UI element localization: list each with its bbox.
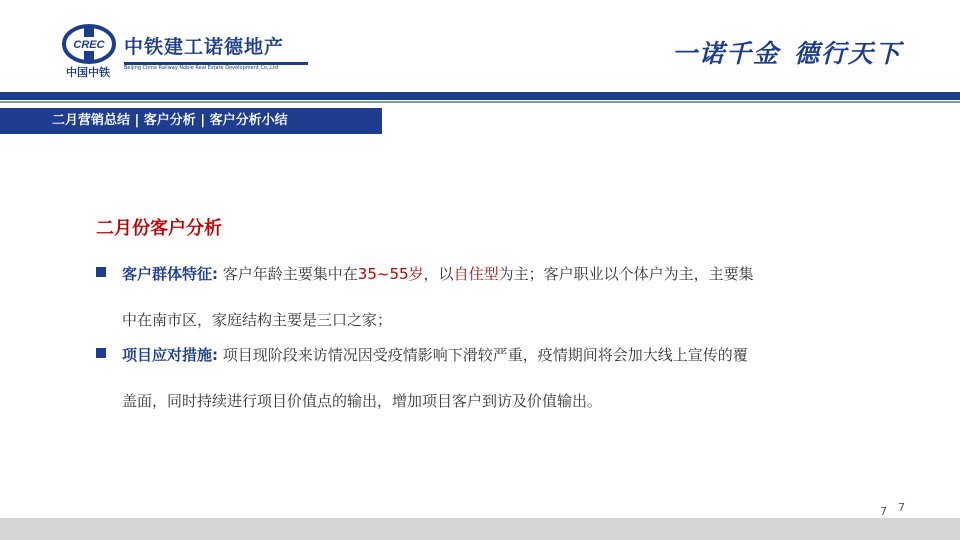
slogan-part-1: 一诺千金 <box>671 39 780 68</box>
logo-small-text: 中国中铁 <box>66 66 110 79</box>
bullet-line-2: 中在南市区，家庭结构主要是三口之家； <box>122 311 393 329</box>
bullet-text: 项目现阶段来访情况因受疫情影响下滑较严重，疫情期间将会加大线上宣传的覆 <box>222 346 748 364</box>
bullet-square-icon <box>96 348 106 358</box>
logo-company-name: 中铁建工诺德地产 <box>124 36 285 58</box>
logo-company-english: Beijing China Railway Noble Real Estate Development Co.,Ltd <box>124 65 279 71</box>
bullet-text: 客户年龄主要集中在 <box>222 265 358 283</box>
page-number: 7 <box>880 505 887 518</box>
bullet-label: 客户群体特征: <box>122 265 218 283</box>
company-logo <box>56 22 316 82</box>
footer-bar <box>0 518 960 540</box>
crec-logo-icon <box>62 24 116 64</box>
slogan-part-2: 德行天下 <box>793 39 902 68</box>
header-divider-line <box>0 101 960 103</box>
page-number-secondary: 7 <box>898 501 905 514</box>
highlight-owner-occupied: 自住型 <box>453 265 499 283</box>
bullet-line-1 <box>122 263 754 284</box>
slogan <box>672 34 902 70</box>
section-title: 二月份客户分析 <box>96 218 222 239</box>
bullet-line-1 <box>122 344 748 365</box>
breadcrumb: 二月营销总结 | 客户分析 | 客户分析小结 <box>0 108 382 134</box>
header-divider-bar <box>0 92 960 100</box>
bullet-label: 项目应对措施: <box>122 346 218 364</box>
bullet-square-icon <box>96 267 106 277</box>
bullet-text: 为主；客户职业以个体户为主，主要集 <box>498 265 754 283</box>
logo-mark-text: CREC <box>73 39 105 51</box>
bullet-text: ，以 <box>423 265 454 283</box>
highlight-age-range: 35~55岁 <box>357 265 424 283</box>
bullet-line-2: 盖面，同时持续进行项目价值点的输出，增加项目客户到访及价值输出。 <box>122 392 603 410</box>
